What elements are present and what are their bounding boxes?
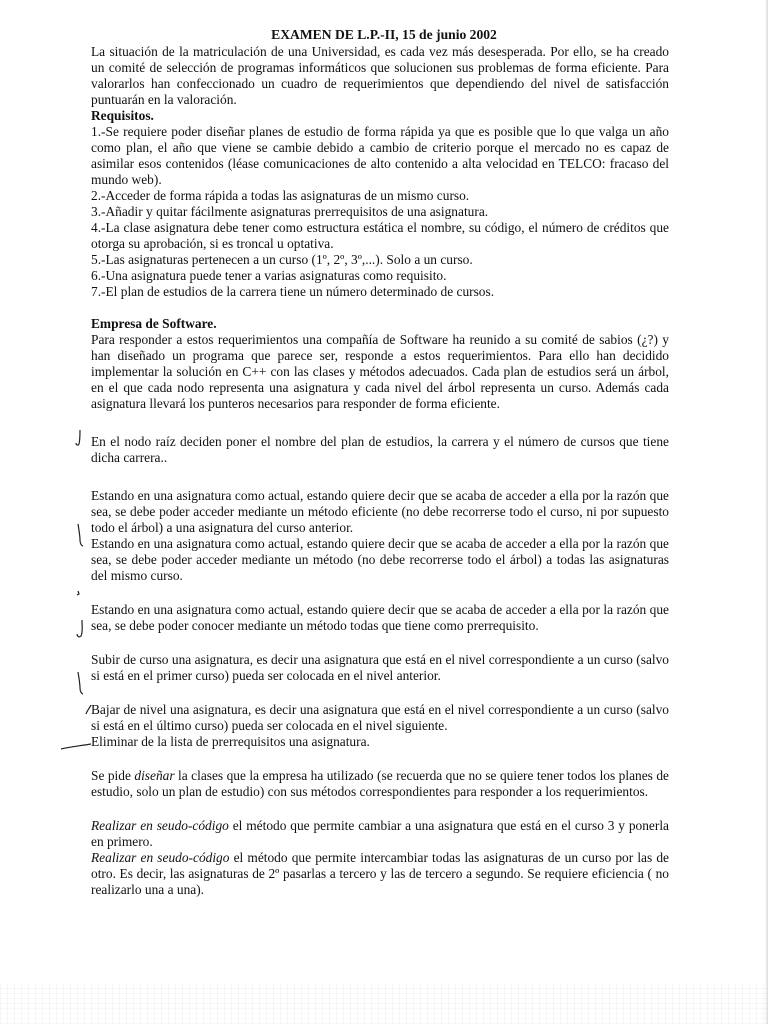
seudo-2-paragraph bbox=[91, 850, 669, 898]
intro-paragraph: La situación de la matriculación de una Universidad, es cada vez más desesperada. Por ello, se ha creado un comité de selección de programas informáticos que solucionen sus problemas de forma eficiente. Para valorarlos han confeccionado un cuadro de requerimientos que dependiendo del nivel de satisfacción puntuarán en la valoración. bbox=[91, 44, 669, 107]
disenar-post: la clases que la empresa ha utilizado (se recuerda que no se quiere tener todos los planes de estudio, solo un plan de estudio) con sus métodos correspondientes para responder a los requerimientos. bbox=[91, 768, 669, 799]
requisito-4: 4.-La clase asignatura debe tener como estructura estática el nombre, su código, el número de créditos que otorga su aprobación, si es troncal u optativa. bbox=[91, 220, 669, 251]
seudo-1-emphasis: Realizar en seudo-código bbox=[91, 818, 229, 833]
exam-title: EXAMEN DE L.P.-II, 15 de junio 2002 bbox=[271, 27, 497, 42]
pen-mark-tick-1 bbox=[74, 428, 86, 448]
bajar-paragraph: Bajar de nivel una asignatura, es decir una asignatura que está en el nivel correspondiente a un curso (salvo si está en el último curso) pueda ser colocada en el nivel siguiente. bbox=[91, 702, 669, 733]
requisito-5: 5.-Las asignaturas pertenecen a un curso (1º, 2º, 3º,...). Solo a un curso. bbox=[91, 252, 473, 267]
requisito-1: 1.-Se requiere poder diseñar planes de estudio de forma rápida ya que es posible que lo que valga un año como plan, el año que viene se cambie debido a cambio de criterio porque el mercado no es capaz de asimilar esos contenidos (léase comunicaciones de alto contenido a alta velocidad en TELCO: fracaso del mundo web). bbox=[91, 124, 669, 187]
requisito-7: 7.-El plan de estudios de la carrera tiene un número determinado de cursos. bbox=[91, 284, 495, 299]
pen-mark-tick-3 bbox=[83, 703, 93, 717]
pen-mark-dash bbox=[59, 740, 93, 752]
eliminar-paragraph: Eliminar de la lista de prerrequisitos una asignatura. bbox=[91, 734, 370, 749]
empresa-heading: Empresa de Software. bbox=[91, 316, 217, 331]
requisito-2: 2.-Acceder de forma rápida a todas las asignaturas de un mismo curso. bbox=[91, 188, 470, 203]
empresa-paragraph: Para responder a estos requerimientos una compañía de Software ha reunido a su comité de sabios (¿?) y han diseñado un programa que parece ser, responde a estos requerimientos. Para ello han decidido implementar la solución en C++ con las clases y métodos adecuados. Cada plan de estudios será un árbol, en el que cada nodo representa una asignatura y cada nivel del árbol representa un curso. Además cada asignatura llevará los punteros necesarios para responder de forma eficiente. bbox=[91, 332, 669, 411]
pen-mark-bracket-1 bbox=[74, 522, 86, 548]
seudo-1-post: el método que permite cambiar a una asignatura que está en el curso 3 y ponerla en primero. bbox=[91, 818, 669, 849]
seudo-1-paragraph bbox=[91, 818, 669, 850]
actual-1-paragraph: Estando en una asignatura como actual, estando quiere decir que se acaba de acceder a ella por la razón que sea, se debe poder acceder mediante un método eficiente (no debe recorrerse todo el curso, ni por supuesto todo el árbol) a una asignatura del curso anterior. bbox=[91, 488, 669, 535]
actual-3-paragraph: Estando en una asignatura como actual, estando quiere decir que se acaba de acceder a ella por la razón que sea, se debe poder conocer mediante un método todas que tiene como prerrequisito. bbox=[91, 602, 669, 633]
actual-2-paragraph: Estando en una asignatura como actual, estando quiere decir que se acaba de acceder a ella por la razón que sea, se debe poder acceder mediante un método (no debe recorrerse todo el árbol) a todas las asignaturas del mismo curso. bbox=[91, 536, 669, 583]
requisito-3: 3.-Añadir y quitar fácilmente asignaturas prerrequisitos de una asignatura. bbox=[91, 204, 489, 219]
disenar-paragraph bbox=[91, 768, 669, 800]
nodo-raiz-paragraph: En el nodo raíz deciden poner el nombre del plan de estudios, la carrera y el número de cursos que tiene dicha carrera.. bbox=[91, 434, 669, 465]
exam-content bbox=[91, 44, 669, 898]
subir-paragraph: Subir de curso una asignatura, es decir una asignatura que está en el nivel correspondiente a un curso (salvo si está en el primer curso) pueda ser colocada en el nivel anterior. bbox=[91, 652, 669, 683]
seudo-2-emphasis: Realizar en seudo-código bbox=[91, 850, 230, 865]
requisitos-heading: Requisitos. bbox=[91, 108, 154, 123]
disenar-pre: Se pide bbox=[91, 768, 135, 783]
pen-mark-bracket-2 bbox=[74, 670, 86, 696]
requisito-6: 6.-Una asignatura puede tener a varias asignaturas como requisito. bbox=[91, 268, 447, 283]
disenar-emphasis: diseñar bbox=[134, 768, 175, 783]
seudo-2-post: el método que permite intercambiar todas las asignaturas de un curso por las de otro. Es decir, las asignaturas de 2º pasarlas a tercero y las de tercero a segundo. Se requiere eficiencia ( no realizarlo una a una). bbox=[91, 850, 669, 897]
pen-mark-tick-2 bbox=[74, 588, 84, 598]
scan-noise bbox=[0, 984, 768, 1024]
pen-mark-hook-1 bbox=[74, 618, 88, 640]
